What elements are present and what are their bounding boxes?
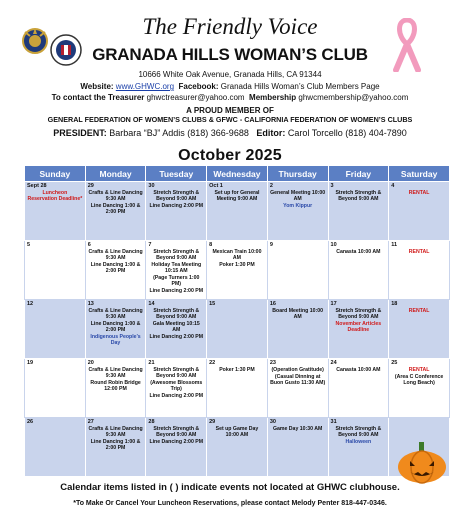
day-number: 22 — [209, 360, 216, 366]
weekday-header: Thursday — [267, 166, 328, 182]
calendar-event: Poker 1:30 PM — [219, 262, 255, 268]
calendar-day-cell — [146, 182, 207, 241]
calendar-event: Poker 1:30 PM — [219, 367, 255, 373]
weekday-header: Saturday — [389, 166, 450, 182]
calendar-event: Stretch Strength & Beyond 9:00 AM — [153, 249, 200, 261]
day-number: 8 — [209, 242, 213, 248]
calendar-event: Stretch Strength & Beyond 9:00 AM — [153, 426, 200, 438]
calendar-event: Gala Meeting 10:15 AM — [152, 321, 200, 333]
calendar-day-cell — [85, 359, 146, 418]
day-number: 29 — [87, 183, 94, 189]
calendar-event: Board Meeting 10:00 AM — [272, 308, 324, 320]
calendar-event: (Casual Dinning at Buon Gusto 11:30 AM) — [270, 374, 326, 386]
calendar-day-cell — [328, 418, 389, 477]
calendar-event: Stretch Strength & Beyond 9:00 AM — [335, 190, 382, 202]
calendar-day-cell — [146, 418, 207, 477]
contact-line — [0, 93, 460, 102]
facebook-label: Facebook: — [178, 82, 219, 91]
calendar-day-cell — [267, 418, 328, 477]
calendar-event: November Articles Deadline — [335, 321, 382, 333]
calendar-event: Set up for General Meeting 9:00 AM — [214, 190, 260, 202]
day-number: Oct 1 — [209, 183, 223, 189]
calendar-day-cell — [146, 241, 207, 300]
day-number: 7 — [148, 242, 152, 248]
calendar-event: Crafts & Line Dancing 9:30 AM — [88, 367, 143, 379]
calendar-event: Luncheon Reservation Deadline* — [27, 190, 83, 202]
calendar-event: Halloween — [345, 439, 372, 445]
president-label: PRESIDENT: — [53, 128, 107, 138]
treasurer-email[interactable]: ghwctreasurer@yahoo.com — [146, 93, 245, 102]
pink-ribbon-icon — [392, 18, 422, 72]
calendar-event: Line Dancing 1:00 & 2:00 PM — [90, 203, 141, 215]
calendar-event: Line Dancing 2:00 PM — [149, 334, 204, 340]
day-number: 13 — [87, 301, 94, 307]
calendar-event: (Operation Gratitude) — [271, 367, 324, 373]
calendar-week-row — [25, 182, 450, 241]
calendar-day-cell — [389, 182, 450, 241]
calendar-event: Crafts & Line Dancing 9:30 AM — [88, 426, 143, 438]
calendar-event: Stretch Strength & Beyond 9:00 AM — [153, 190, 200, 202]
day-number: 28 — [148, 419, 155, 425]
calendar-day-cell — [25, 300, 86, 359]
calendar-event: Line Dancing 2:00 PM — [149, 203, 204, 209]
treasurer-label: To contact the Treasurer — [51, 93, 145, 102]
calendar-day-cell — [207, 418, 268, 477]
calendar-event: Line Dancing 1:00 & 2:00 PM — [90, 262, 141, 274]
calendar-event: General Meeting 10:00 AM — [270, 190, 326, 202]
calendar-week-row — [25, 241, 450, 300]
day-number: 6 — [87, 242, 91, 248]
calendar-event: Canasta 10:00 AM — [336, 249, 381, 255]
calendar-grid — [24, 165, 450, 477]
day-number: 19 — [27, 360, 34, 366]
day-number: 20 — [87, 360, 94, 366]
day-number: 3 — [330, 183, 334, 189]
calendar-day-cell — [389, 359, 450, 418]
calendar-event: (Page Turners 1:00 PM) — [153, 275, 200, 287]
day-number: 16 — [269, 301, 276, 307]
day-number: 11 — [391, 242, 398, 248]
day-number: Sept 28 — [27, 183, 47, 189]
weekday-header: Sunday — [25, 166, 86, 182]
calendar-day-cell — [25, 182, 86, 241]
calendar-week-row — [25, 418, 450, 477]
calendar-event: Holiday Tea Meeting 10:15 AM — [151, 262, 202, 274]
calendar-event: RENTAL — [408, 308, 430, 314]
newsletter-title: The Friendly Voice — [142, 14, 318, 39]
day-number: 15 — [209, 301, 216, 307]
membership-email[interactable]: ghwcmembership@yahoo.com — [298, 93, 409, 102]
calendar-day-cell — [25, 241, 86, 300]
calendar-day-cell — [85, 300, 146, 359]
president: Barbara “BJ” Addis (818) 366-9688 — [109, 128, 249, 138]
calendar-event: RENTAL — [408, 367, 430, 373]
calendar-day-cell — [85, 241, 146, 300]
newsletter-header — [0, 0, 460, 164]
weekday-header: Wednesday — [207, 166, 268, 182]
day-number: 18 — [391, 301, 398, 307]
day-number: 31 — [330, 419, 337, 425]
officers-line — [0, 128, 460, 138]
calendar-day-cell — [328, 182, 389, 241]
day-number: 23 — [269, 360, 276, 366]
day-number: 30 — [148, 183, 155, 189]
membership-label: Membership — [249, 93, 297, 102]
day-number: 26 — [27, 419, 34, 425]
day-number: 4 — [391, 183, 395, 189]
weekday-header: Friday — [328, 166, 389, 182]
day-number: 2 — [269, 183, 273, 189]
calendar-day-cell — [207, 359, 268, 418]
calendar-day-cell — [389, 300, 450, 359]
calendar-day-cell — [267, 300, 328, 359]
facebook-text: Granada Hills Woman’s Club Members Page — [220, 82, 380, 91]
calendar-day-cell — [146, 300, 207, 359]
day-number: 14 — [148, 301, 155, 307]
links-line — [0, 82, 460, 91]
calendar-event: Set up Game Day 10:00 AM — [215, 426, 259, 438]
day-number: 27 — [87, 419, 94, 425]
day-number: 25 — [391, 360, 398, 366]
calendar-event: RENTAL — [408, 190, 430, 196]
calendar-event: RENTAL — [408, 249, 430, 255]
calendar-event: Yom Kippur — [283, 203, 313, 209]
calendar-event: (Awesome Blossoms Trip) — [150, 380, 203, 392]
calendar-event: Round Robin Bridge 12:00 PM — [90, 380, 141, 392]
calendar-event: Line Dancing 2:00 PM — [149, 288, 204, 294]
calendar-event: Crafts & Line Dancing 9:30 AM — [88, 190, 143, 202]
day-number: 10 — [330, 242, 337, 248]
calendar-event: Line Dancing 1:00 & 2:00 PM — [90, 439, 141, 451]
calendar-day-cell — [25, 359, 86, 418]
calendar-day-cell — [389, 241, 450, 300]
weekday-header: Monday — [85, 166, 146, 182]
editor: Carol Torcello (818) 404-7890 — [287, 128, 407, 138]
day-number: 17 — [330, 301, 337, 307]
calendar-event: Indigenous People’s Day — [90, 334, 141, 346]
club-name: GRANADA HILLS WOMAN’S CLUB — [92, 45, 368, 64]
calendar-event: Line Dancing 2:00 PM — [149, 393, 204, 399]
calendar-event: Line Dancing 2:00 PM — [149, 439, 204, 445]
editor-label: Editor: — [256, 128, 286, 138]
calendar-event: Stretch Strength & Beyond 9:00 AM — [335, 426, 382, 438]
calendar-event: Mexican Train 10:00 AM — [212, 249, 262, 261]
calendar-event: Line Dancing 1:00 & 2:00 PM — [90, 321, 141, 333]
day-number: 12 — [27, 301, 34, 307]
calendar-event: Canasta 10:00 AM — [336, 367, 381, 373]
calendar-event: Game Day 10:30 AM — [272, 426, 323, 432]
calendar-event: Stretch Strength & Beyond 9:00 AM — [153, 367, 200, 379]
calendar-day-cell — [267, 182, 328, 241]
day-number: 29 — [209, 419, 216, 425]
calendar-event: Stretch Strength & Beyond 9:00 AM — [335, 308, 382, 320]
website-label: Website: — [80, 82, 114, 91]
day-number: 30 — [269, 419, 276, 425]
calendar-day-cell — [207, 300, 268, 359]
calendar-day-cell — [207, 182, 268, 241]
calendar-day-cell — [85, 418, 146, 477]
pumpkin-icon — [396, 440, 448, 484]
day-number: 24 — [330, 360, 337, 366]
month-title: October 2025 — [178, 147, 282, 164]
footer-note: Calendar items listed in ( ) indicate events not located at GHWC clubhouse. — [60, 482, 400, 493]
calendar-day-cell — [207, 241, 268, 300]
member-line-2: GENERAL FEDERATION OF WOMEN’S CLUBS & GFWC - CALIFORNIA FEDERATION OF WOMEN’S CLUBS — [47, 115, 413, 124]
calendar-day-cell — [267, 241, 328, 300]
calendar-day-cell — [25, 418, 86, 477]
website-link[interactable]: www.GHWC.org — [115, 82, 175, 91]
weekday-header: Tuesday — [146, 166, 207, 182]
calendar-event: Crafts & Line Dancing 9:30 AM — [88, 308, 143, 320]
calendar-day-cell — [328, 359, 389, 418]
calendar-event: Stretch Strength & Beyond 9:00 AM — [153, 308, 200, 320]
calendar-day-cell — [146, 359, 207, 418]
calendar-day-cell — [85, 182, 146, 241]
weekday-header-row — [25, 166, 450, 182]
member-line-1: A PROUD MEMBER OF — [186, 106, 274, 115]
calendar-day-cell — [328, 300, 389, 359]
address: 10666 White Oak Avenue, Granada Hills, CA 91344 — [138, 70, 322, 79]
reservation-note: *To Make Or Cancel Your Luncheon Reservations, please contact Melody Penter 818-447-0346. — [73, 500, 387, 507]
calendar-week-row — [25, 300, 450, 359]
calendar-day-cell — [328, 241, 389, 300]
day-number: 9 — [269, 242, 273, 248]
calendar-event: Crafts & Line Dancing 9:30 AM — [88, 249, 143, 261]
calendar-day-cell — [267, 359, 328, 418]
calendar-week-row — [25, 359, 450, 418]
calendar-event: (Area C Conference Long Beach) — [394, 374, 444, 386]
day-number: 21 — [148, 360, 155, 366]
day-number: 5 — [27, 242, 31, 248]
